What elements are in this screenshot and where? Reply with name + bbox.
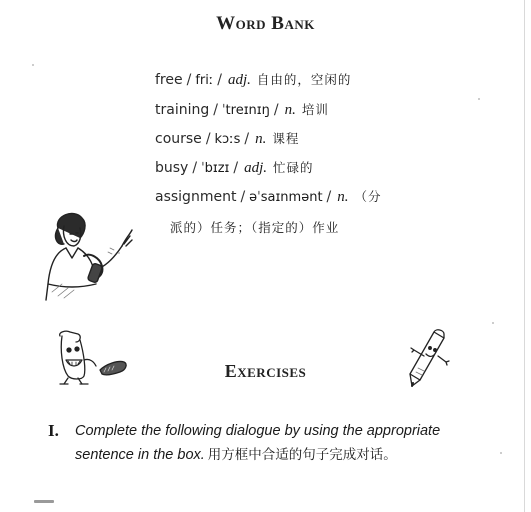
page-number-fragment [34,500,54,503]
word-bank-title: Word Bank [216,13,315,34]
exercises-title: Exercises [224,361,307,381]
exercise-instruction-line1: Complete the following dialogue by using the appropriate [75,423,441,439]
vocab-meaning: 自由的，空闲的 [256,72,352,87]
vocab-meaning: （分 [354,189,382,204]
vocab-phonetic: ˈtreɪnɪŋ [221,103,270,118]
vocab-phonetic: kɔːs [214,132,241,147]
vocab-entry-training: training / ˈtreɪnɪŋ / n. 培训 [155,102,329,118]
scan-speck [118,252,120,254]
exercise-number: I. [48,421,59,440]
vocab-entry-assignment: assignment / əˈsaɪnmənt / n. （分 [155,189,382,205]
vocab-word: training [155,102,210,118]
woman-on-phone-illustration [44,208,140,304]
vocab-meaning: 培训 [301,102,329,117]
vocab-phonetic: friː [195,73,214,88]
vocab-entry-busy: busy / ˈbɪzɪ / adj. 忙碌的 [155,160,314,176]
vocab-pos: n. [284,102,296,118]
vocab-phonetic: əˈsaɪnmənt [249,190,323,205]
scan-speck [500,452,502,454]
vocab-word: assignment [155,189,237,205]
vocab-pos: n. [337,189,349,205]
vocab-word: busy [155,160,189,176]
vocab-word: course [155,131,202,147]
vocab-pos: adj. [244,160,268,176]
page-edge [524,0,525,512]
vocab-pos: adj. [227,72,251,88]
scan-speck [478,98,480,100]
vocab-pos: n. [255,131,267,147]
vocab-meaning: 课程 [272,131,300,146]
vocab-entry-free: free / friː / adj. 自由的，空闲的 [155,72,352,88]
vocab-meaning-continued: 派的）任务；（指定的）作业 [170,220,340,235]
scan-speck [32,64,34,66]
exercise-instruction-chinese: 用方框中合适的句子完成对话。 [207,447,397,463]
vocab-phonetic: ˈbɪzɪ [201,161,230,176]
vocab-word: free [155,72,183,88]
vocab-meaning: 忙碌的 [273,160,314,175]
scan-speck [492,322,494,324]
exercise-instruction-line2: sentence in the box. [75,447,205,463]
vocab-entry-course: course / kɔːs / n. 课程 [155,131,300,147]
